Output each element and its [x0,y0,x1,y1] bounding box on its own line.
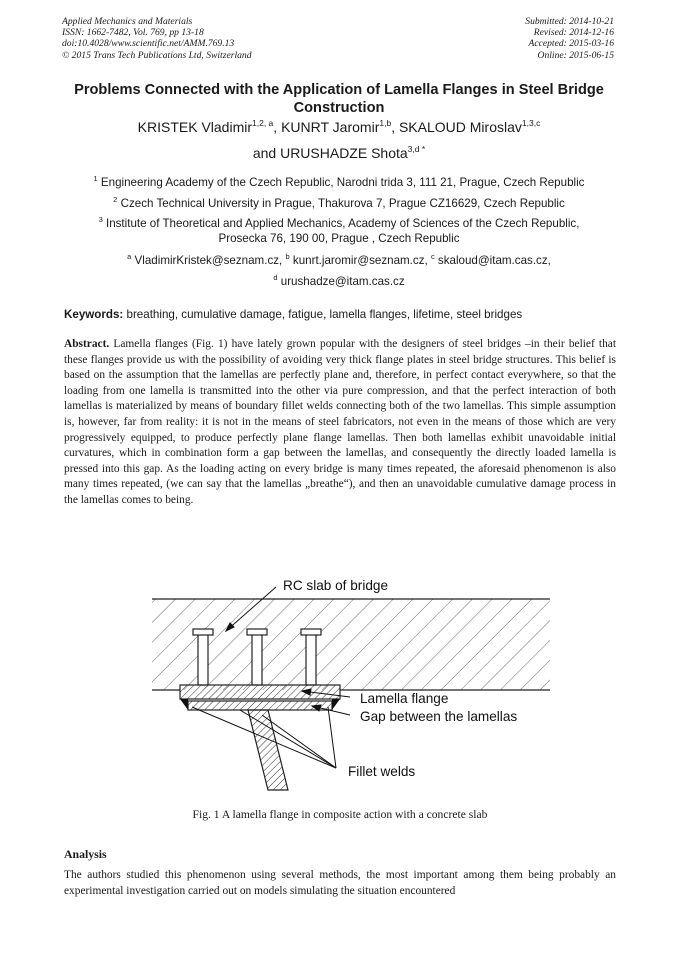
keywords-text: breathing, cumulative damage, fatigue, lamella flanges, lifetime, steel bridges [123,308,523,321]
email-sup: d [273,273,278,282]
issn-line: ISSN: 1662-7482, Vol. 769, pp 13-18 [62,27,204,39]
journal-header-left [62,16,252,61]
fillet-weld-left [180,699,188,710]
email: kunrt.jaromir@seznam.cz, [292,254,431,267]
author-separator: , [391,119,399,135]
author-and: and [252,145,281,161]
affiliation-3 [90,216,588,246]
bottom-lamella [188,701,332,710]
doi-line: doi:10.4028/www.scientific.net/AMM.769.13 [62,38,235,50]
author-name: KUNRT Jaromir [281,119,380,135]
author-separator: , [273,119,282,135]
keywords [64,308,522,321]
paper-title: Problems Connected with the Application of Lamella Flanges in Steel Bridge Construction [74,82,604,116]
journal-name: Applied Mechanics and Materials [62,16,193,27]
figure-caption: Fig. 1 A lamella flange in composite action with a concrete slab [192,808,488,821]
submitted-date: Submitted: 2014-10-21 [525,16,614,27]
emails-line-2 [40,274,638,289]
authors-line-2 [40,145,638,161]
accepted-date: Accepted: 2015-03-16 [528,38,614,50]
section-heading-analysis: Analysis [64,847,107,861]
author-name: KRISTEK Vladimir [137,119,253,135]
copyright-line: © 2015 Trans Tech Publications Ltd, Switzerland [62,49,252,61]
girder-web [248,710,288,790]
affiliation-sup: 3 [98,215,103,224]
affiliation-text: Engineering Academy of the Czech Republic, Narodni trida 3, 111 21, Prague, Czech Republic [100,176,585,189]
figure-lamella-flange [130,565,550,800]
label-lamella-flange: Lamella flange [360,691,449,706]
affiliation-1 [40,175,638,190]
email: urushadze@itam.cas.cz [280,275,405,288]
email-sup: a [127,252,132,261]
affiliation-sup: 1 [93,174,98,183]
affiliation-2 [40,196,638,211]
affiliation-text: Czech Technical University in Prague, Thakurova 7, Prague CZ16629, Czech Republic [120,197,565,210]
author-affil-sup: 1,3,c [521,118,541,128]
abstract-label: Abstract. [64,338,110,350]
label-rc-slab: RC slab of bridge [283,578,389,593]
keywords-label: Keywords: [64,308,124,321]
author-affil-sup: 1,b [379,118,392,128]
email: VladimirKristek@seznam.cz, [134,254,286,267]
email-sup: b [285,252,290,261]
author-affil-sup: 3,d * [407,144,426,154]
author-affil-sup: 1,2, a [252,118,274,128]
author-name: URUSHADZE Shota [280,145,408,161]
label-fillet-welds: Fillet welds [348,764,416,779]
top-lamella [180,685,340,699]
fillet-weld-right [332,699,340,710]
abstract [64,337,616,509]
label-gap: Gap between the lamellas [360,709,518,724]
affiliation-text: Institute of Theoretical and Applied Mechanics, Academy of Sciences of the Czech Republic, Prosecka 76, 190 00, Prague , Czech Republic [105,217,580,245]
emails-line-1 [40,253,638,268]
author-name: SKALOUD Miroslav [398,119,522,135]
authors-line-1 [40,119,638,135]
rc-slab [152,599,550,690]
journal-header-right [525,16,614,61]
email: skaloud@itam.cas.cz, [437,254,551,267]
analysis-text: The authors studied this phenomenon using several methods, the most important among them being probably an experimental investigation carried out on models simulating the situation encountered [64,869,616,897]
revised-date: Revised: 2014-12-16 [533,27,614,39]
affiliation-sup: 2 [113,195,118,204]
lamella-flange-diagram [130,565,550,800]
abstract-text: Lamella flanges (Fig. 1) have lately grown popular with the designers of steel bridges –in their belief that these flanges provide us with the possibility of avoiding very thick flange plates in steel bridge structures. This belief is based on the assumption that the lamellas are perfectly plane and, therefore, in perfect contact everywhere, so that the loading from one lamella is transmitted into the other via pure compression, and that the perfect interaction of both lamellas is materialized by means of boundary fillet welds connecting both of the two lamellas. This simple assumption is, however, far from reality: it is not in the means of steel fabricators, not even in the means of those which are very progressively equipped, to produce perfectly plane flange lamellas. Then both lamellas exhibit unavoidable initial curvatures, which in combination form a gap between the lamellas, and consequently the directly loaded lamella is pressed into this gap. As the loading acting on every bridge is many times repeated, the aforesaid phenomenon is also many times repeated, (we can say that the lamellas „breathe“), and then an unavoidable cumulative damage process in the lamellas comes to being. [64,338,616,506]
email-sup: c [430,252,435,261]
online-date: Online: 2015-06-15 [537,49,614,61]
